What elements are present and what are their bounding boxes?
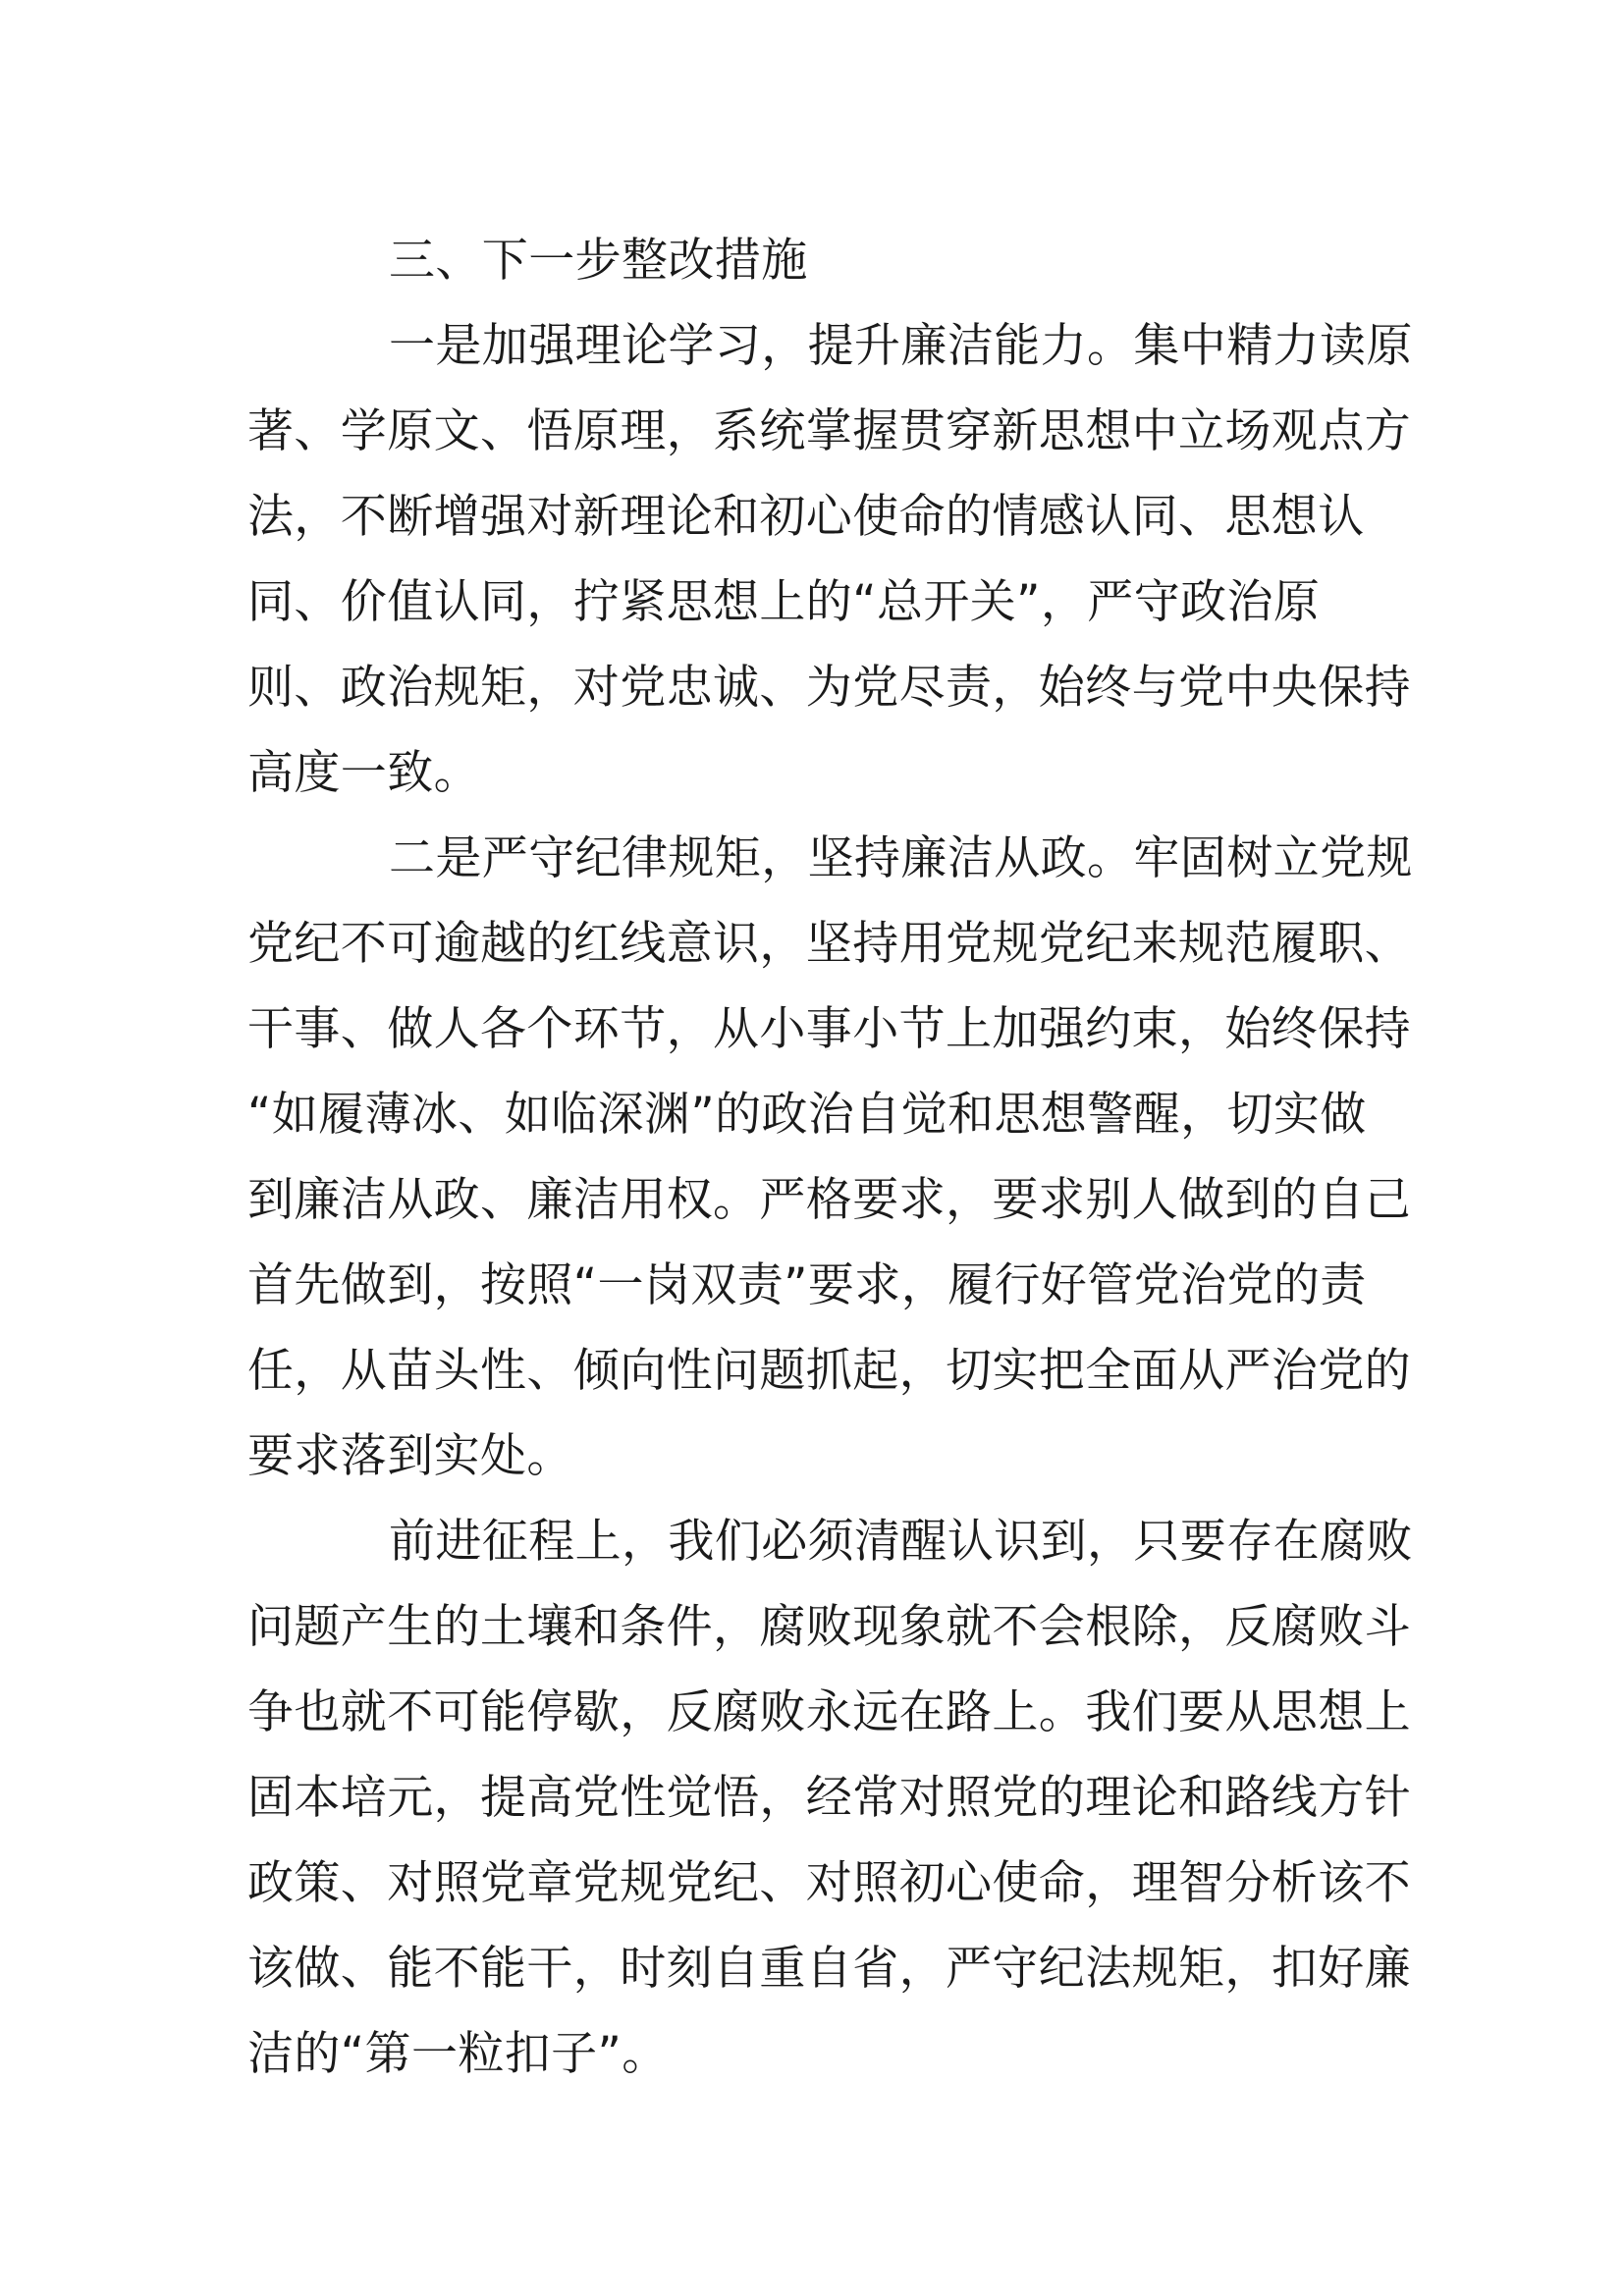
paragraph-line: 任，从苗头性、倾向性问题抓起，切实把全面从严治党的 xyxy=(247,1344,1411,1398)
paragraph-line: 固本培元，提高党性觉悟，经常对照党的理论和路线方针 xyxy=(247,1771,1411,1825)
paragraph-line: “如履薄冰、如临深渊”的政治自觉和思想警醒，切实做 xyxy=(247,1088,1367,1142)
paragraph-line: 前进征程上，我们必须清醒认识到，只要存在腐败 xyxy=(389,1515,1413,1569)
paragraph-line: 政策、对照党章党规党纪、对照初心使命，理智分析该不 xyxy=(247,1856,1411,1910)
paragraph-line: 首先做到，按照“一岗双责”要求，履行好管党治党的责 xyxy=(247,1258,1367,1312)
paragraph-line: 一是加强理论学习，提升廉洁能力。集中精力读原 xyxy=(389,319,1413,373)
paragraph-line: 洁的“第一粒扣子”。 xyxy=(247,2027,669,2081)
paragraph-line: 要求落到实处。 xyxy=(247,1429,573,1483)
document-body xyxy=(247,218,1413,2097)
paragraph-line: 法，不断增强对新理论和初心使命的情感认同、思想认 xyxy=(247,490,1365,544)
paragraph-2 xyxy=(247,816,1413,1499)
paragraph-line: 则、政治规矩，对党忠诚、为党尽责，始终与党中央保持 xyxy=(247,661,1411,715)
paragraph-line: 二是严守纪律规矩，坚持廉洁从政。牢固树立党规 xyxy=(389,831,1413,885)
paragraph-line: 干事、做人各个环节，从小事小节上加强约束，始终保持 xyxy=(247,1002,1411,1056)
paragraph-line: 高度一致。 xyxy=(247,746,480,800)
section-heading: 三、下一步整改措施 xyxy=(389,234,808,288)
paragraph-line: 著、学原文、悟原理，系统掌握贯穿新思想中立场观点方 xyxy=(247,404,1411,458)
paragraph-line: 该做、能不能干，时刻自重自省，严守纪法规矩，扣好廉 xyxy=(247,1942,1411,1996)
paragraph-line: 问题产生的土壤和条件，腐败现象就不会根除，反腐败斗 xyxy=(247,1600,1411,1654)
paragraph-line: 党纪不可逾越的红线意识，坚持用党规党纪来规范履职、 xyxy=(247,917,1411,971)
paragraph-3 xyxy=(247,1499,1413,2097)
paragraph-line: 争也就不可能停歇，反腐败永远在路上。我们要从思想上 xyxy=(247,1685,1411,1739)
paragraph-line: 同、价值认同，拧紧思想上的“总开关”，严守政治原 xyxy=(247,575,1321,629)
paragraph-line: 到廉洁从政、廉洁用权。严格要求，要求别人做到的自己 xyxy=(247,1173,1411,1227)
paragraph-1 xyxy=(247,303,1413,816)
